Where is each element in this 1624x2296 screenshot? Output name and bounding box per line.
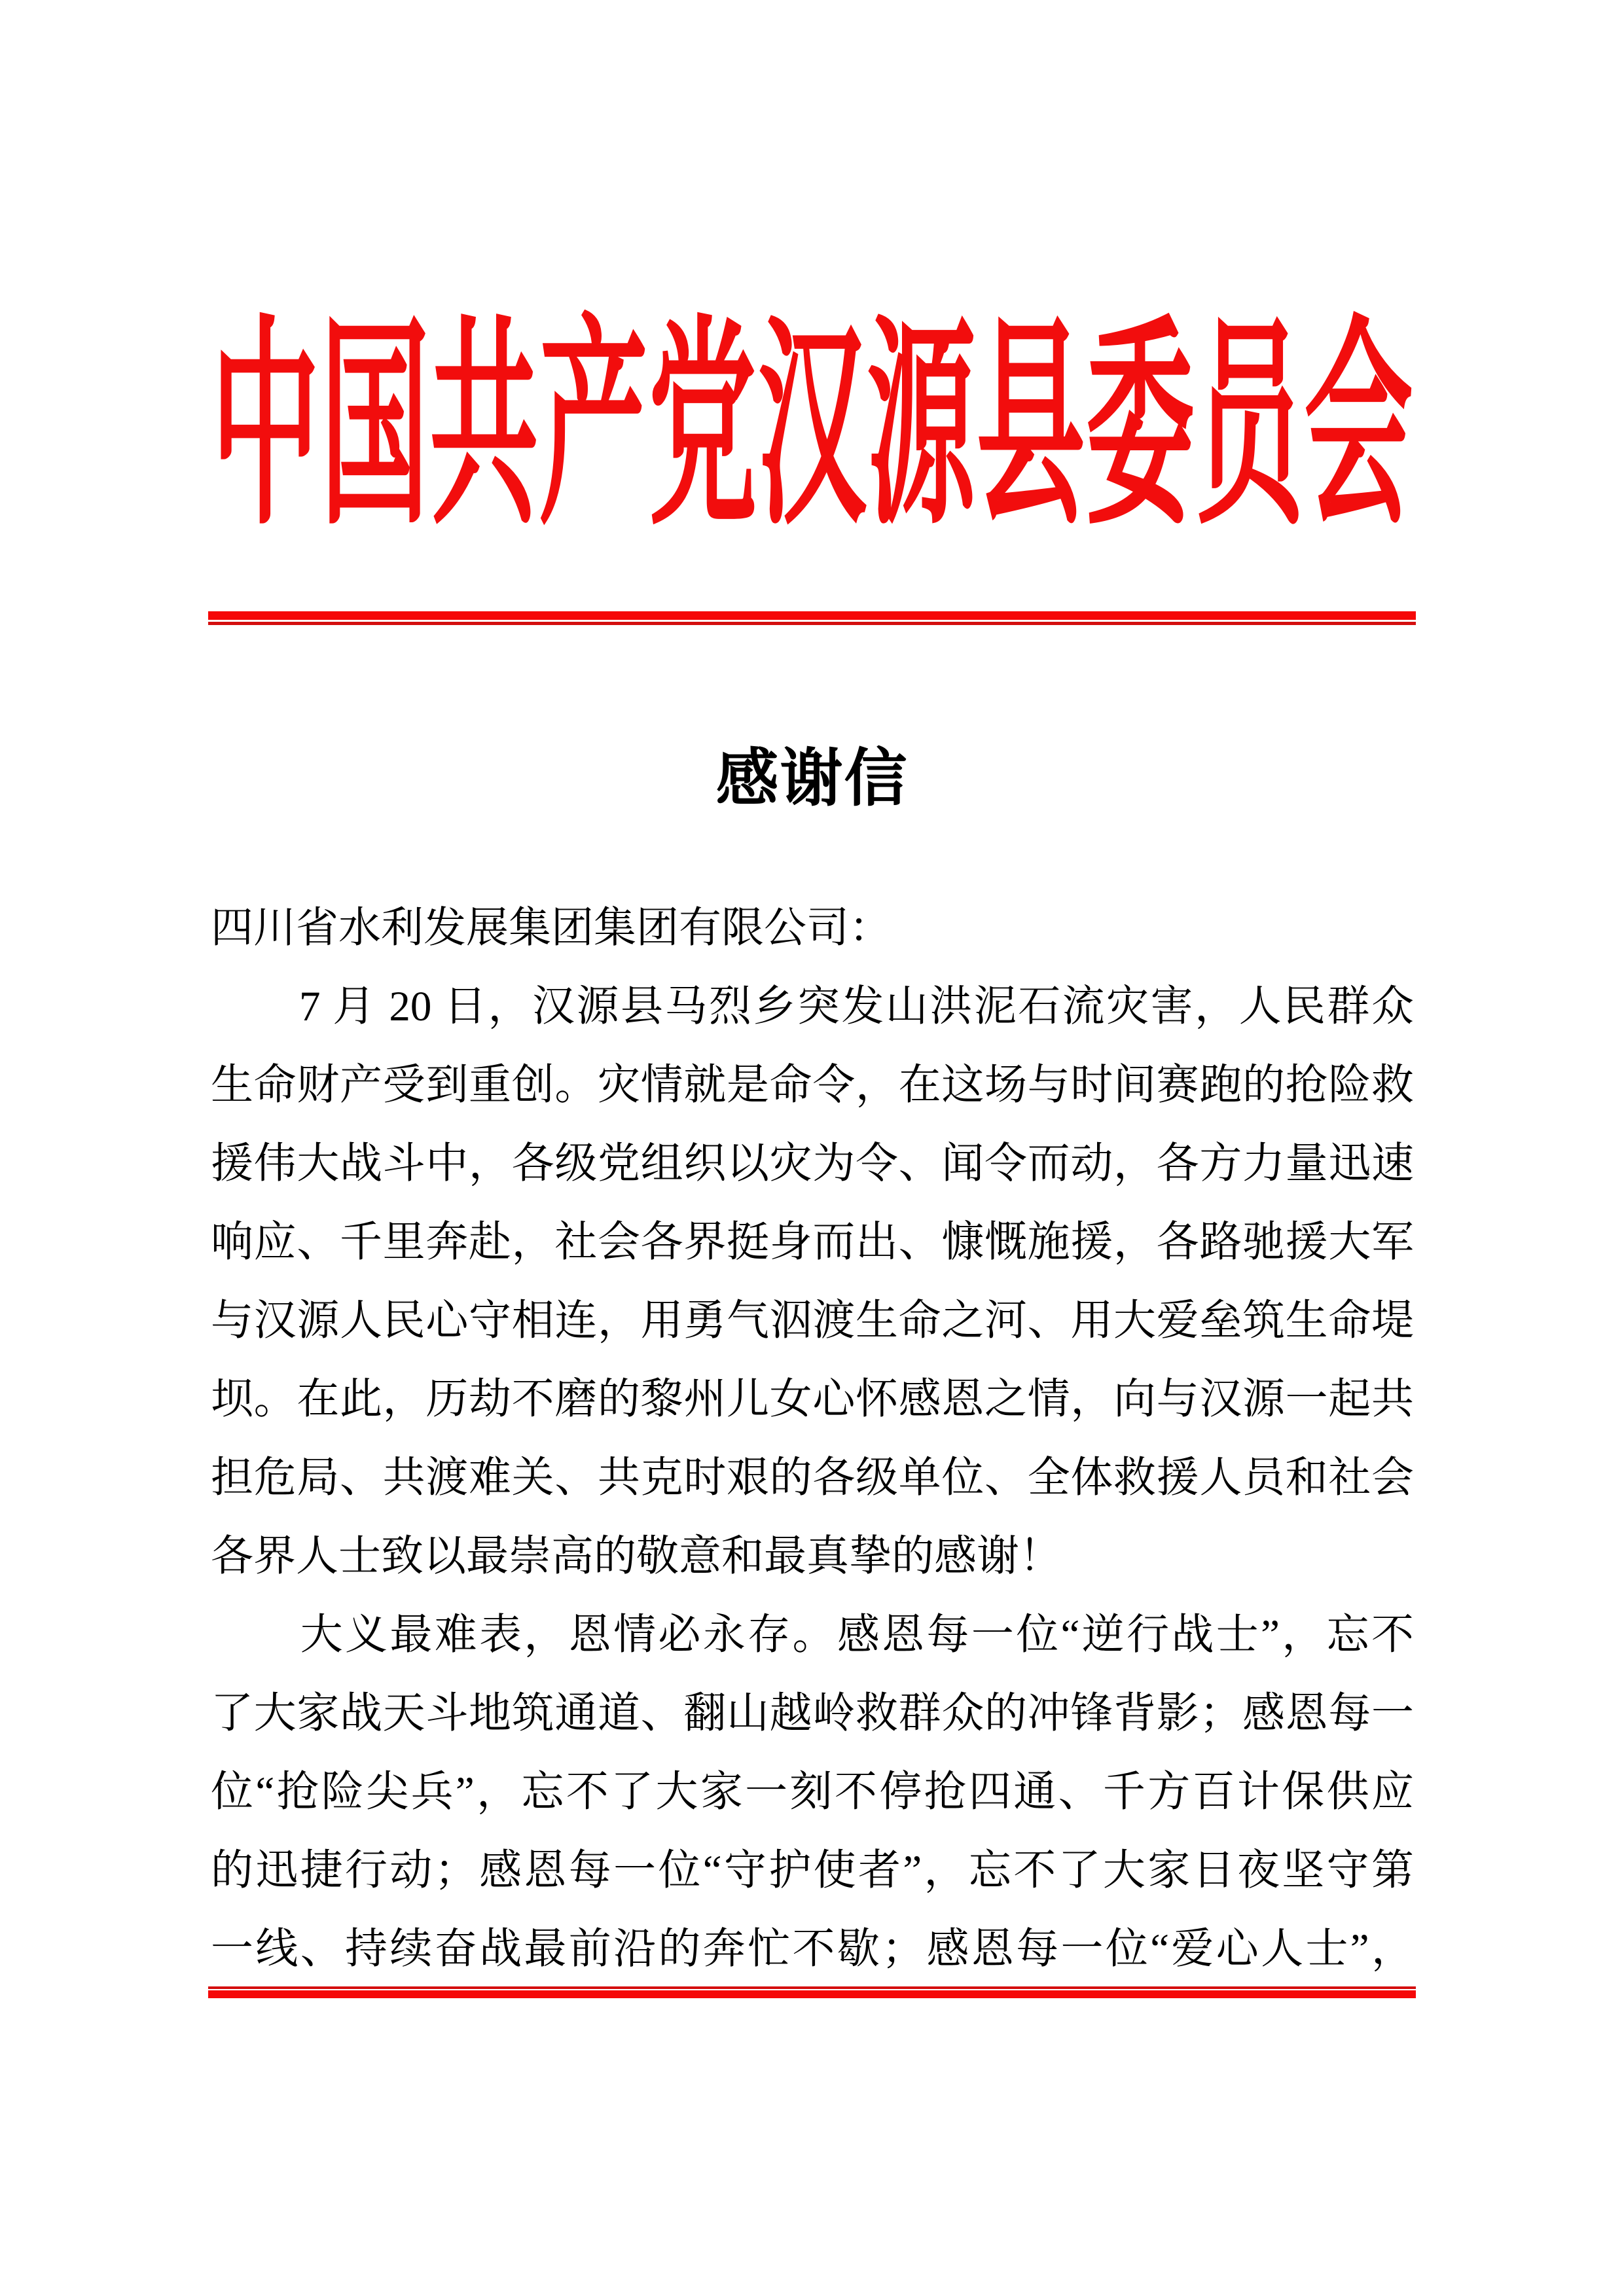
letter-title: 感谢信 bbox=[715, 744, 909, 814]
body-line: 的迅捷行动；感恩每一位“守护使者”，忘不了大家日夜坚守第 bbox=[211, 1847, 1414, 1894]
top-rule-thick bbox=[208, 611, 1416, 620]
body-line: 了大家战天斗地筑通道、翻山越岭救群众的冲锋背影；感恩每一 bbox=[211, 1690, 1414, 1737]
body-line: 援伟大战斗中，各级党组织以灾为令、闻令而动，各方力量迅速 bbox=[211, 1140, 1414, 1187]
body-line: 响应、千里奔赴，社会各界挺身而出、慷慨施援，各路驰援大军 bbox=[211, 1219, 1414, 1266]
body-line: 7 月 20 日，汉源县马烈乡突发山洪泥石流灾害，人民群众 bbox=[211, 983, 1414, 1030]
body-line: 一线、持续奋战最前沿的奔忙不歇；感恩每一位“爱心人士”， bbox=[211, 1926, 1414, 1973]
top-rule-thin bbox=[208, 622, 1416, 625]
body-line: 位“抢险尖兵”，忘不了大家一刻不停抢四通、千方百计保供应 bbox=[211, 1768, 1414, 1816]
salutation-line: 四川省水利发展集团集团有限公司： bbox=[211, 905, 892, 952]
letter-body bbox=[211, 889, 1414, 1988]
body-line: 坝。在此，历劫不磨的黎州儿女心怀感恩之情，向与汉源一起共 bbox=[211, 1376, 1414, 1423]
body-line: 大义最难表，恩情必永存。感恩每一位“逆行战士”，忘不 bbox=[211, 1611, 1414, 1659]
body-line: 各界人士致以最崇高的敬意和最真挚的感谢！ bbox=[211, 1533, 1062, 1580]
body-line: 生命财产受到重创。灾情就是命令，在这场与时间赛跑的抢险救 bbox=[211, 1062, 1414, 1109]
letterhead bbox=[209, 298, 1415, 556]
letterhead-title: 中国共产党汉源县委员会 bbox=[211, 303, 1414, 551]
bottom-rule-thin bbox=[208, 1986, 1416, 1989]
bottom-rule-thick bbox=[208, 1990, 1416, 1998]
body-line: 担危局、共渡难关、共克时艰的各级单位、全体救援人员和社会 bbox=[211, 1454, 1414, 1501]
body-line: 与汉源人民心守相连，用勇气泅渡生命之河、用大爱垒筑生命堤 bbox=[211, 1297, 1414, 1344]
